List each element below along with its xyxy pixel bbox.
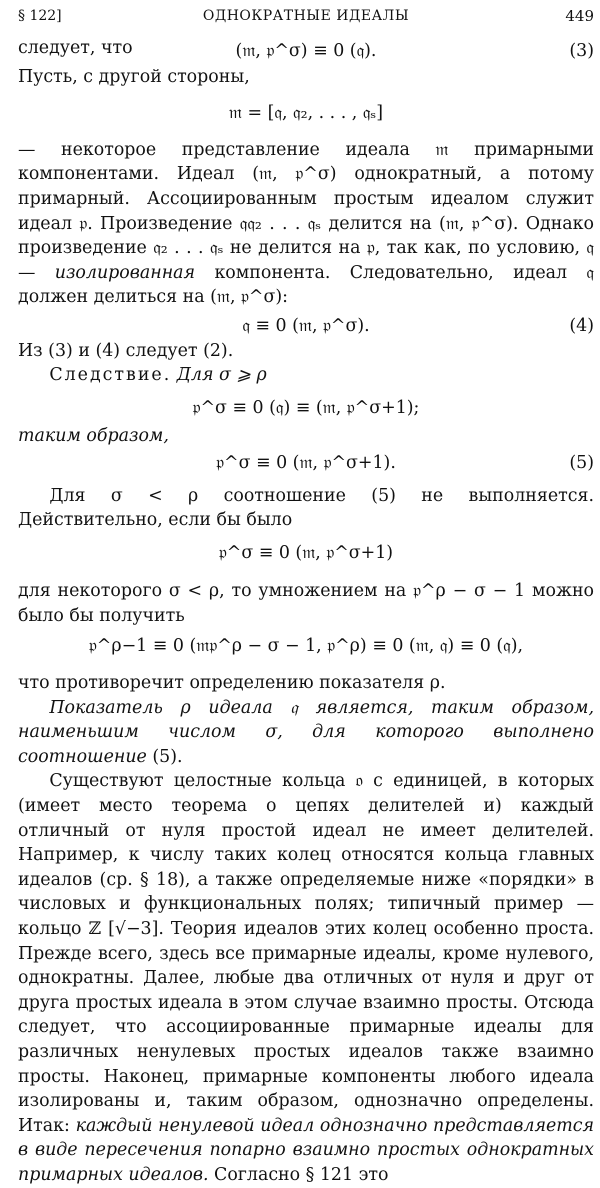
equation-number: (3) — [569, 40, 594, 61]
equation-4 — [18, 314, 594, 339]
chapter-title: ОДНОКРАТНЫЕ ИДЕАЛЫ — [202, 8, 410, 24]
running-header — [18, 4, 594, 26]
emphasis: Показатель ρ идеала 𝔮 является, таким образом, наименьшим числом σ, для которого выполнено соотношение — [18, 697, 594, 767]
corollary-label: Следствие. — [49, 365, 172, 386]
corollary-text: Для σ ⩾ ρ — [176, 365, 267, 386]
equation-decomposition — [18, 101, 594, 126]
emphasis: каждый ненулевой идеал однозначно представляется в виде пересечения попарно взаимно простых однократных примарных идеалов. — [18, 1115, 594, 1185]
equation-corollary-1 — [18, 396, 594, 421]
equation-text: (𝔪, 𝔭^σ) ≡ 0 (𝔮). — [235, 40, 377, 61]
paragraph: для некоторого σ < ρ, то умножением на 𝔭^ρ − σ − 1 можно было бы получить — [18, 581, 594, 626]
corollary — [18, 363, 594, 388]
paragraph: Существуют целостные кольца 𝔬 с единицей, в которых (имеет место теорема о цепях делителей и) каждый отличный от нуля простой идеал не имеет делителей. Например, к числу таких колец относятся кольца главных идеалов (ср. § 18), а также определяемые ниже «порядки» в числовых и функциональных полях; типичный пример — кольцо ℤ [√−3]. Теория идеалов этих колец особенно проста. Прежде всего, здесь все примарные идеалы, кроме нулевого, однократны. Далее, любые два отличных от нуля и друг от друга простых идеала в этом случае взаимно просты. Отсюда следует, что ассоциированные примарные идеалы для различных ненулевых простых идеалов также взаимно просты. Наконец, примарные компоненты любого идеала изолированы и, таким образом, однозначно определены. Итак: каждый ненулевой идеал однозначно представляется в виде пересечения попарно взаимно простых однократных примарных идеалов. Согласно § 121 это — [18, 771, 594, 1185]
equation-text: 𝔭^σ ≡ 0 (𝔪, 𝔭^σ+1) — [218, 542, 394, 563]
text-line: таким образом, — [18, 426, 169, 447]
equation-5 — [18, 451, 594, 476]
text-line: что противоречит определению показателя ρ. — [18, 673, 446, 694]
equation-3 — [18, 39, 594, 65]
equation-text: 𝔪 = [𝔮, 𝔮₂, . . . , 𝔮ₛ] — [228, 103, 384, 124]
equation-text: 𝔭^σ ≡ 0 (𝔮) ≡ (𝔪, 𝔭^σ+1); — [192, 397, 420, 418]
equation-number: (5) — [569, 452, 594, 473]
equation-text: 𝔮 ≡ 0 (𝔪, 𝔭^σ). — [242, 315, 370, 336]
equation-corollary-3 — [18, 634, 594, 659]
text-line: Из (3) и (4) следует (2). — [18, 340, 234, 361]
text-line: Пусть, с другой стороны, — [18, 66, 250, 87]
equation-corollary-2 — [18, 541, 594, 566]
paragraph: — некоторое представление идеала 𝔪 примарными компонентами. Идеал (𝔪, 𝔭^σ) однократный, а потому примарный. Ассоциированным простым идеалом служит идеал 𝔭. Произведение 𝔮𝔮₂ . . . 𝔮ₛ делится на (𝔪, 𝔭^σ). Однако произведение 𝔮₂ . . . 𝔮ₛ не делится на 𝔭, так как, по условию, 𝔮 — изолированная компонента. Следовательно, идеал 𝔮 должен делиться на (𝔪, 𝔭^σ): — [18, 139, 594, 308]
paragraph: Для σ < ρ соотношение (5) не выполняется. Действительно, если бы было — [18, 485, 594, 531]
section-reference: § 122] — [18, 8, 62, 24]
equation-text: 𝔭^ρ−1 ≡ 0 (𝔪𝔭^ρ − σ − 1, 𝔭^ρ) ≡ 0 (𝔪, 𝔮) ≡ 0 (𝔮), — [88, 636, 524, 657]
page-body — [18, 36, 594, 1188]
page-number: 449 — [565, 7, 594, 25]
equation-number: (4) — [569, 315, 594, 336]
equation-text: 𝔭^σ ≡ 0 (𝔪, 𝔭^σ+1). — [216, 452, 396, 473]
emphasis: изолированная — [54, 262, 196, 283]
text-line: следует, что — [18, 38, 133, 58]
paragraph: Показатель ρ идеала 𝔮 является, таким образом, наименьшим числом σ, для которого выполнено соотношение (5). — [18, 697, 594, 767]
